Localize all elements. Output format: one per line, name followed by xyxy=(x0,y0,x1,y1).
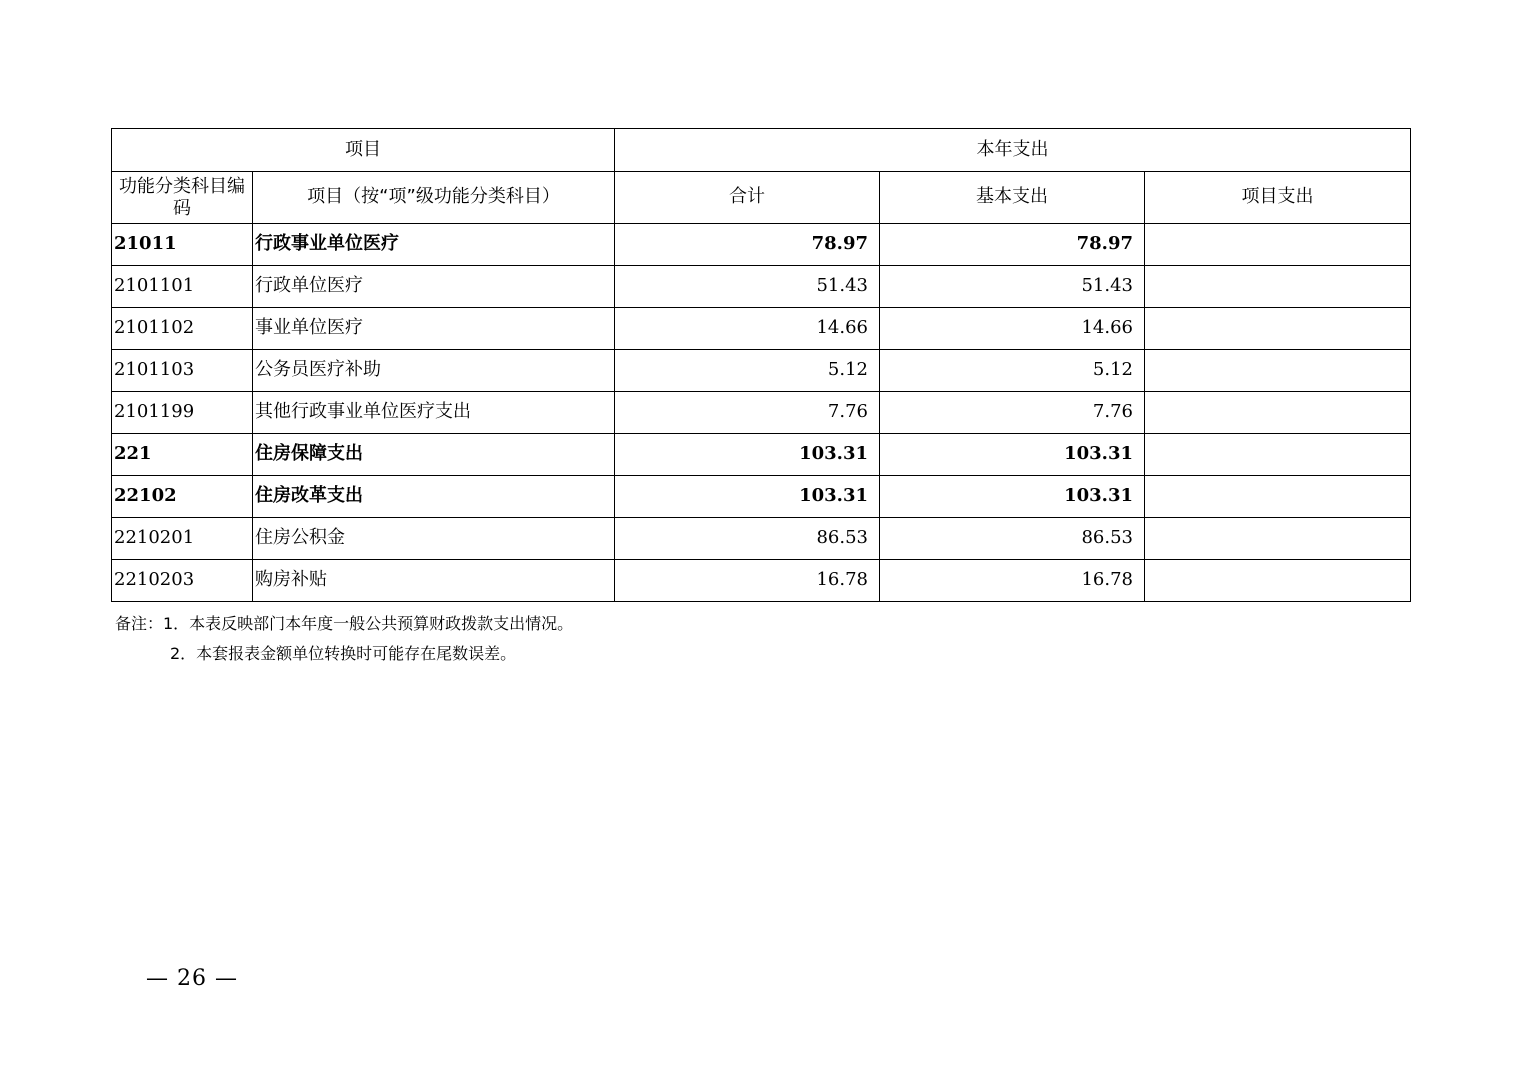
note-line-2: 2．本套报表金额单位转换时可能存在尾数误差。 xyxy=(170,644,517,663)
cell-project-expense xyxy=(1145,350,1411,392)
header-total: 合计 xyxy=(615,172,880,224)
cell-basic: 78.97 xyxy=(880,224,1145,266)
cell-basic: 86.53 xyxy=(880,518,1145,560)
cell-code: 2210203 xyxy=(112,560,253,602)
header-code: 功能分类科目编码 xyxy=(112,172,253,224)
cell-name: 购房补贴 xyxy=(253,560,615,602)
cell-basic: 14.66 xyxy=(880,308,1145,350)
cell-name: 住房改革支出 xyxy=(253,476,615,518)
table-row xyxy=(112,560,1411,602)
cell-project-expense xyxy=(1145,476,1411,518)
header-row-1 xyxy=(112,129,1411,172)
cell-code: 2210201 xyxy=(112,518,253,560)
table-row xyxy=(112,266,1411,308)
page-number: — 26 — xyxy=(146,966,238,991)
table-row xyxy=(112,476,1411,518)
cell-name: 公务员医疗补助 xyxy=(253,350,615,392)
cell-total: 103.31 xyxy=(615,434,880,476)
cell-project-expense xyxy=(1145,392,1411,434)
table-row xyxy=(112,392,1411,434)
cell-name: 行政事业单位医疗 xyxy=(253,224,615,266)
table-row xyxy=(112,350,1411,392)
cell-total: 103.31 xyxy=(615,476,880,518)
cell-total: 16.78 xyxy=(615,560,880,602)
cell-code: 22102 xyxy=(112,476,253,518)
table-notes xyxy=(115,609,573,669)
cell-basic: 7.76 xyxy=(880,392,1145,434)
cell-name: 住房公积金 xyxy=(253,518,615,560)
cell-basic: 103.31 xyxy=(880,476,1145,518)
header-basic: 基本支出 xyxy=(880,172,1145,224)
cell-basic: 103.31 xyxy=(880,434,1145,476)
cell-code: 221 xyxy=(112,434,253,476)
cell-code: 2101199 xyxy=(112,392,253,434)
cell-project-expense xyxy=(1145,434,1411,476)
table-row xyxy=(112,434,1411,476)
cell-total: 51.43 xyxy=(615,266,880,308)
note-line-1: 备注：1．本表反映部门本年度一般公共预算财政拨款支出情况。 xyxy=(115,614,574,633)
cell-project-expense xyxy=(1145,266,1411,308)
cell-basic: 51.43 xyxy=(880,266,1145,308)
cell-code: 2101103 xyxy=(112,350,253,392)
header-row-2 xyxy=(112,172,1411,224)
cell-code: 21011 xyxy=(112,224,253,266)
cell-code: 2101102 xyxy=(112,308,253,350)
cell-name: 其他行政事业单位医疗支出 xyxy=(253,392,615,434)
cell-name: 行政单位医疗 xyxy=(253,266,615,308)
cell-total: 78.97 xyxy=(615,224,880,266)
cell-project-expense xyxy=(1145,308,1411,350)
header-expense-group: 本年支出 xyxy=(615,129,1411,172)
cell-basic: 16.78 xyxy=(880,560,1145,602)
header-name: 项目（按“项”级功能分类科目） xyxy=(253,172,615,224)
table-row xyxy=(112,224,1411,266)
budget-table xyxy=(111,128,1411,602)
cell-total: 7.76 xyxy=(615,392,880,434)
cell-project-expense xyxy=(1145,518,1411,560)
table-row xyxy=(112,308,1411,350)
header-project-group: 项目 xyxy=(112,129,615,172)
cell-name: 住房保障支出 xyxy=(253,434,615,476)
header-project-expense: 项目支出 xyxy=(1145,172,1411,224)
table-row xyxy=(112,518,1411,560)
cell-code: 2101101 xyxy=(112,266,253,308)
cell-basic: 5.12 xyxy=(880,350,1145,392)
cell-project-expense xyxy=(1145,560,1411,602)
cell-project-expense xyxy=(1145,224,1411,266)
cell-total: 86.53 xyxy=(615,518,880,560)
cell-total: 14.66 xyxy=(615,308,880,350)
cell-total: 5.12 xyxy=(615,350,880,392)
cell-name: 事业单位医疗 xyxy=(253,308,615,350)
